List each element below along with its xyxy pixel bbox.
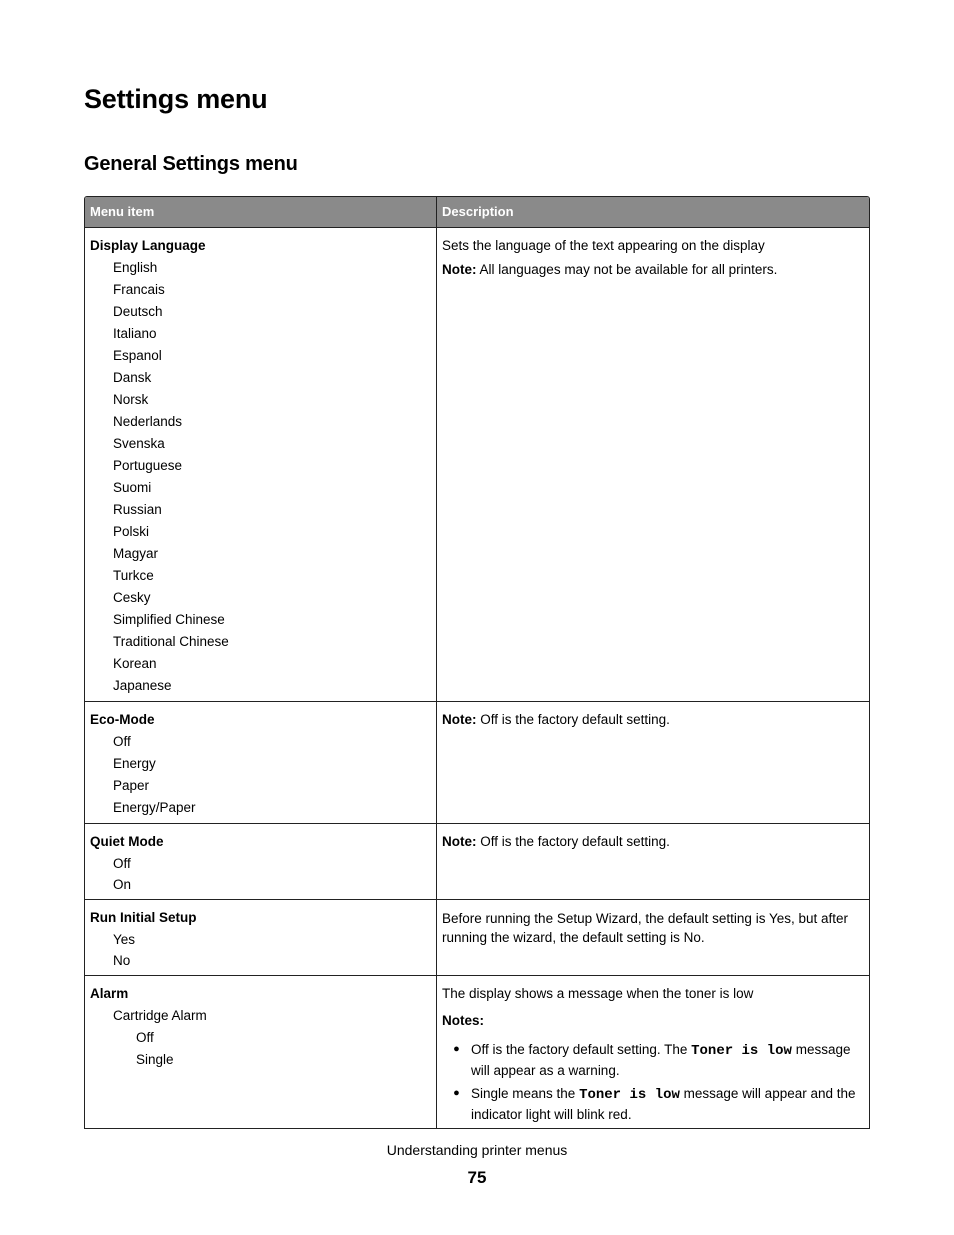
note-text — [442, 260, 864, 279]
description-cell — [437, 976, 869, 1128]
note-body: All languages may not be available for all printers. — [476, 262, 778, 277]
option-item: Energy — [113, 756, 156, 771]
section-title: General Settings menu — [84, 153, 298, 175]
menu-item-cell — [85, 702, 437, 823]
option-item: No — [113, 953, 131, 968]
menu-item-title: Run Initial Setup — [90, 910, 197, 925]
menu-item-cell — [85, 976, 437, 1128]
list-item — [442, 1084, 864, 1124]
option-item: Cesky — [113, 590, 151, 605]
note-body: Off is the factory default setting. — [476, 712, 670, 727]
bullet-text — [471, 1040, 864, 1080]
note-label: Note: — [442, 262, 477, 277]
description-cell — [437, 900, 869, 975]
option-item: Single — [136, 1052, 174, 1067]
menu-item-title: Quiet Mode — [90, 834, 164, 849]
description-text: Before running the Setup Wizard, the default setting is Yes, but after running the wizard, the default setting is No. — [442, 911, 849, 945]
header-menu-item: Menu item — [85, 197, 437, 227]
table-header — [85, 197, 869, 228]
bullet-text-part: message will appear as a warning. — [471, 1042, 851, 1078]
bullet-text-part: Single means the — [471, 1086, 580, 1101]
menu-item-cell — [85, 824, 437, 899]
option-item: Espanol — [113, 348, 162, 363]
bullet-icon: ● — [453, 1043, 460, 1055]
option-item: Portuguese — [113, 458, 183, 473]
page-number: 75 — [467, 1168, 487, 1187]
description-text: Sets the language of the text appearing on the display — [442, 238, 765, 253]
option-item: Italiano — [113, 326, 157, 341]
table-row-run-initial-setup — [85, 900, 869, 976]
option-item: Yes — [113, 932, 136, 947]
table-row-display-language — [85, 228, 869, 702]
option-item: Korean — [113, 656, 157, 671]
note-text — [442, 709, 864, 731]
option-item: Paper — [113, 778, 150, 793]
option-item: Off — [113, 856, 131, 871]
option-item: Polski — [113, 524, 150, 539]
note-body: Off is the factory default setting. — [476, 834, 670, 849]
menu-item-title: Eco-Mode — [90, 712, 155, 727]
bullet-text — [471, 1084, 864, 1124]
page-footer: Understanding printer menus — [386, 1142, 568, 1158]
menu-item-cell — [85, 228, 437, 701]
note-label: Note: — [442, 834, 477, 849]
menu-item-title: Alarm — [90, 986, 129, 1001]
table-row-quiet-mode — [85, 824, 869, 900]
option-item: Nederlands — [113, 414, 183, 429]
bullet-icon: ● — [453, 1087, 460, 1099]
option-item: Traditional Chinese — [113, 634, 229, 649]
option-item: Off — [136, 1030, 154, 1045]
table-row-alarm — [85, 976, 869, 1128]
option-item: Suomi — [113, 480, 152, 495]
description-cell — [437, 228, 869, 701]
table-row-eco-mode — [85, 702, 869, 824]
option-item: Deutsch — [113, 304, 163, 319]
settings-table — [84, 196, 870, 1129]
note-label: Note: — [442, 712, 477, 727]
option-item: Svenska — [113, 436, 165, 451]
message-code: Toner is low — [579, 1087, 680, 1103]
list-item — [442, 1040, 864, 1080]
option-item: On — [113, 877, 132, 892]
option-item: Japanese — [113, 678, 172, 693]
message-code: Toner is low — [691, 1043, 792, 1059]
option-item: Norsk — [113, 392, 149, 407]
option-item: Francais — [113, 282, 165, 297]
option-item: Russian — [113, 502, 162, 517]
page-title: Settings menu — [84, 84, 268, 114]
description-text: The display shows a message when the toner is low — [442, 986, 754, 1001]
option-item: Simplified Chinese — [113, 612, 225, 627]
notes-label: Notes: — [442, 1013, 485, 1028]
note-text — [442, 831, 864, 853]
bullet-text-part: message will appear and the indicator light will blink red. — [471, 1086, 856, 1122]
option-item: Turkce — [113, 568, 154, 583]
description-cell — [437, 824, 869, 899]
option-item: Magyar — [113, 546, 159, 561]
description-cell — [437, 702, 869, 823]
option-item: Off — [113, 734, 131, 749]
header-description: Description — [442, 204, 514, 219]
bullet-text-part: Off is the factory default setting. The — [471, 1042, 692, 1057]
menu-item-title: Display Language — [90, 238, 206, 253]
option-item: Dansk — [113, 370, 152, 385]
menu-item-cell — [85, 900, 437, 975]
option-item: Energy/Paper — [113, 800, 196, 815]
option-item: English — [113, 260, 158, 275]
sub-menu-title: Cartridge Alarm — [113, 1008, 207, 1023]
